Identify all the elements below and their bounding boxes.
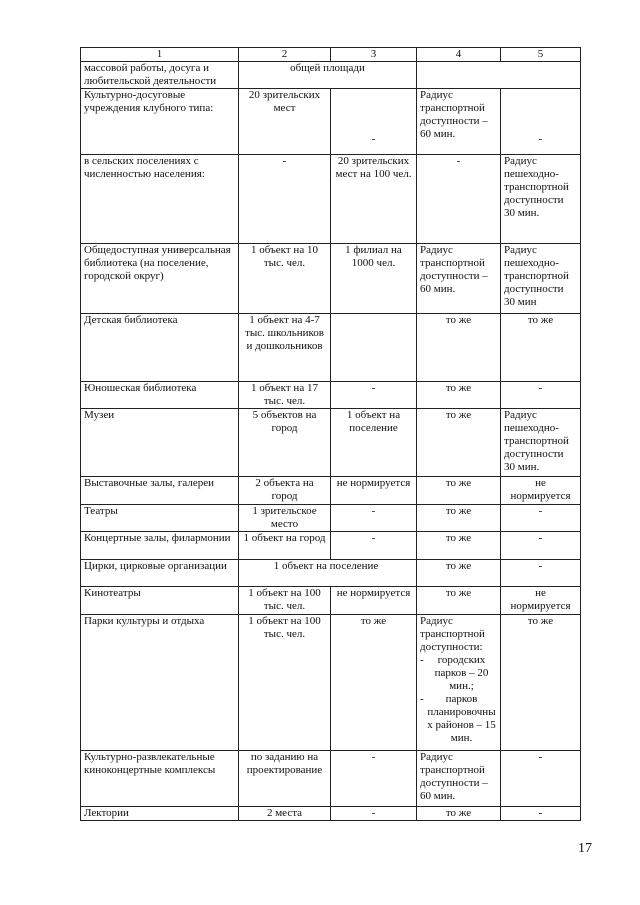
cell-facility: Культурно-развлекательные киноконцертные комплексы [81, 751, 239, 807]
table-row-exhibition-halls [81, 477, 581, 505]
table-row-museums [81, 409, 581, 477]
cell-city-norm: 20 зрительских мест [239, 89, 331, 155]
cell-city-access: Радиус транспортной доступности – 60 мин. [417, 244, 501, 314]
cell-settlement-access: - [501, 751, 581, 807]
col-header-4: 4 [417, 48, 501, 62]
col-header-3: 3 [331, 48, 417, 62]
cell-city-norm: 5 объектов на город [239, 409, 331, 477]
col-header-2: 2 [239, 48, 331, 62]
cell-facility: Юношеская библиотека [81, 382, 239, 409]
table-row-children-library [81, 314, 581, 382]
cell-city-access: то же [417, 409, 501, 477]
cell-settlement-norm: - [331, 751, 417, 807]
cell-settlement-norm: 1 филиал на 1000 чел. [331, 244, 417, 314]
cell-city-norm: 1 объект на 10 тыс. чел. [239, 244, 331, 314]
cell-city-norm: 1 объект на 17 тыс. чел. [239, 382, 331, 409]
cell-settlement-norm [331, 314, 417, 382]
cell-facility: Музеи [81, 409, 239, 477]
cell-settlement-access: - [501, 382, 581, 409]
table-row-lecture-halls [81, 807, 581, 821]
cell-settlement-norm: - [331, 532, 417, 560]
cell-city-access: то же [417, 807, 501, 821]
cell-settlement-access: - [501, 89, 581, 155]
table-row-parks [81, 615, 581, 751]
cell-city-norm: 1 зрительское место [239, 505, 331, 532]
column-number-row [81, 48, 581, 62]
list-item: - парков планировочных районов – 15 мин. [420, 693, 497, 745]
cell-settlement-access: Радиус пешеходно-транспортной доступности 30 мин. [501, 409, 581, 477]
cell-facility: массовой работы, досуга и любительской деятельности [81, 62, 239, 89]
cell-settlement-access: Радиус пешеходно-транспортной доступности 30 мин. [501, 155, 581, 244]
table-row-rural-settlements [81, 155, 581, 244]
cell-city-access: то же [417, 382, 501, 409]
table-row-club-institutions [81, 89, 581, 155]
cell-settlement-norm: - [331, 382, 417, 409]
cell-settlement-norm: то же [331, 615, 417, 751]
cell-settlement-norm: - [331, 505, 417, 532]
cell-facility: Лектории [81, 807, 239, 821]
cell-settlement-norm: не нормируется [331, 587, 417, 615]
cell-city-access: то же [417, 560, 501, 587]
table-row-youth-library [81, 382, 581, 409]
cell-city-norm: по заданию на проектирование [239, 751, 331, 807]
cell-facility: Культурно-досуговые учреждения клубного типа: [81, 89, 239, 155]
cell-city-norm: 1 объект на 100 тыс. чел. [239, 587, 331, 615]
cell-facility: Цирки, цирковые организации [81, 560, 239, 587]
cell-city-norm: 1 объект на город [239, 532, 331, 560]
col-header-5: 5 [501, 48, 581, 62]
cell-empty [417, 62, 581, 89]
cell-city-norm: - [239, 155, 331, 244]
table-row-continued [81, 62, 581, 89]
cell-settlement-norm: - [331, 89, 417, 155]
cell-settlement-norm: 1 объект на поселение [331, 409, 417, 477]
access-radius-heading: Радиус транспортной доступности: [420, 615, 485, 653]
table-row-entertainment-complexes [81, 751, 581, 807]
table-row-public-library [81, 244, 581, 314]
cell-facility: Детская библиотека [81, 314, 239, 382]
cell-facility: в сельских поселениях с численностью населения: [81, 155, 239, 244]
cell-norm-merged: 1 объект на поселение [239, 560, 417, 587]
cell-city-access: то же [417, 587, 501, 615]
cell-city-norm: 1 объект на 4-7 тыс. школьников и дошкольников [239, 314, 331, 382]
cell-settlement-access: то же [501, 314, 581, 382]
col-header-1: 1 [81, 48, 239, 62]
cell-settlement-norm: 20 зрительских мест на 100 чел. [331, 155, 417, 244]
table-row-theatres [81, 505, 581, 532]
cell-settlement-access: то же [501, 615, 581, 751]
cell-city-access: то же [417, 532, 501, 560]
cell-settlement-norm: - [331, 807, 417, 821]
table-row-circuses [81, 560, 581, 587]
table-row-cinemas [81, 587, 581, 615]
cell-facility: Концертные залы, филармонии [81, 532, 239, 560]
cell-city-access: Радиус транспортной доступности – 60 мин. [417, 89, 501, 155]
cell-facility: Театры [81, 505, 239, 532]
cell-facility: Общедоступная универсальная библиотека (на поселение, городской округ) [81, 244, 239, 314]
cell-settlement-access: - [501, 560, 581, 587]
cell-facility: Парки культуры и отдыха [81, 615, 239, 751]
cell-city-access: то же [417, 314, 501, 382]
cell-city-access [417, 615, 501, 751]
cell-settlement-access: не нормируется [501, 587, 581, 615]
standards-table [80, 47, 581, 821]
table-row-concert-halls [81, 532, 581, 560]
cell-city-access: - [417, 155, 501, 244]
cell-city-access: то же [417, 477, 501, 505]
cell-settlement-access: - [501, 807, 581, 821]
cell-settlement-access: Радиус пешеходно-транспортной доступности 30 мин [501, 244, 581, 314]
cell-city-norm: 1 объект на 100 тыс. чел. [239, 615, 331, 751]
cell-settlement-norm: не нормируется [331, 477, 417, 505]
cell-norm-merged: общей площади [239, 62, 417, 89]
cell-settlement-access: - [501, 505, 581, 532]
cell-city-norm: 2 объекта на город [239, 477, 331, 505]
access-radius-list [420, 654, 497, 745]
page-number: 17 [578, 841, 592, 856]
cell-facility: Кинотеатры [81, 587, 239, 615]
list-item: - городских парков – 20 мин.; [420, 654, 497, 693]
cell-facility: Выставочные залы, галереи [81, 477, 239, 505]
cell-city-access: Радиус транспортной доступности – 60 мин. [417, 751, 501, 807]
cell-city-access: то же [417, 505, 501, 532]
cell-city-norm: 2 места [239, 807, 331, 821]
cell-settlement-access: - [501, 532, 581, 560]
cell-settlement-access: не нормируется [501, 477, 581, 505]
